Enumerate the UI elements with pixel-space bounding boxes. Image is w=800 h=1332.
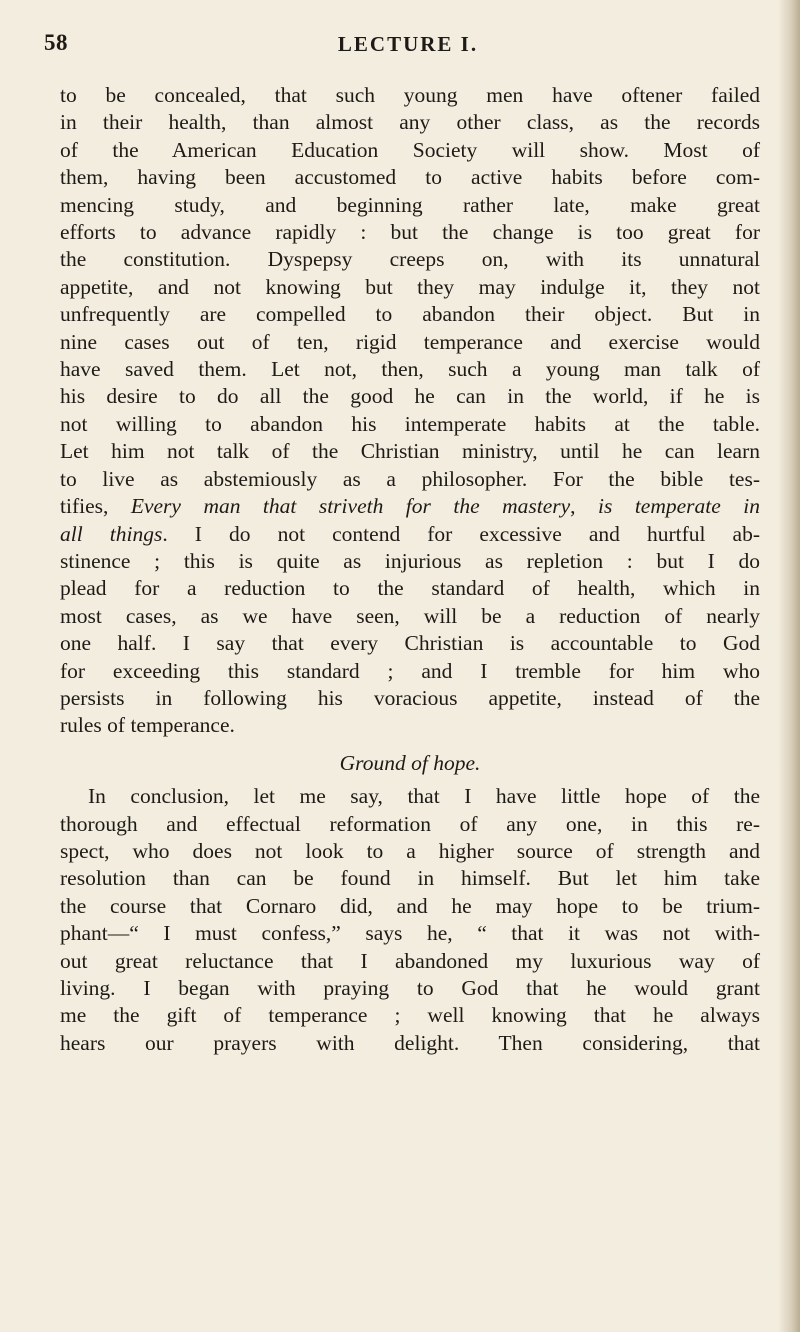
text-line: resolution than can be found in himself. But let him take [60, 866, 760, 891]
text-line: of the American Education Society will show. Most of [60, 137, 760, 162]
text-line: out great reluctance that I abandoned my luxurious way of [60, 948, 760, 973]
text-run: tifies, [60, 494, 131, 519]
text-line: plead for a reduction to the standard of health, which in [60, 576, 760, 601]
text-line: to be concealed, that such young men have oftener failed [60, 83, 760, 107]
page-edge-shadow [778, 0, 800, 1332]
running-head [44, 30, 744, 60]
page-number: 58 [44, 30, 68, 55]
text-line: hears our prayers with delight. Then considering, that [60, 1030, 760, 1055]
text-line: unfrequently are compelled to abandon their object. But in [60, 302, 760, 327]
text-line: not willing to abandon his intemperate habits at the table. [60, 411, 760, 436]
text-line: have saved them. Let not, then, such a young man talk of [60, 357, 760, 382]
text-line: thorough and effectual reformation of any one, in this re- [60, 811, 760, 836]
text-line: most cases, as we have seen, will be a reduction of nearly [60, 603, 760, 628]
text-line: mencing study, and beginning rather late, make great [60, 192, 760, 217]
paragraph-2 [60, 783, 760, 1057]
text-line: the course that Cornaro did, and he may hope to be trium- [60, 893, 760, 918]
text-line: phant—“ I must confess,” says he, “ that it was not with- [60, 921, 760, 946]
scripture-quote-end: all things [60, 521, 163, 546]
scripture-quote: Every man that striveth for the mastery [130, 494, 571, 519]
text-line-with-quote [60, 493, 760, 520]
running-title: LECTURE I. [337, 32, 479, 56]
text-line: spect, who does not look to a higher source of strength and [60, 838, 760, 863]
text-line: me the gift of temperance ; well knowing that he always [60, 1003, 760, 1028]
text-line: appetite, and not knowing but they may indulge it, they not [60, 274, 760, 299]
text-line-last: rules of temperance. [60, 713, 235, 738]
text-line: Let him not talk of the Christian ministry, until he can learn [60, 439, 760, 464]
text-run: , [570, 494, 599, 519]
text-line: efforts to advance rapidly : but the change is too great for [60, 220, 760, 245]
text-line: his desire to do all the good he can in the world, if he is [60, 384, 760, 409]
text-run: . I do not contend for excessive and hurtful ab- [162, 521, 761, 546]
body-text [60, 82, 760, 1057]
text-line: persists in following his voracious appetite, instead of the [60, 685, 760, 710]
text-line: nine cases out of ten, rigid temperance and exercise would [60, 329, 760, 354]
text-line: living. I began with praying to God that he would grant [60, 976, 760, 1000]
text-line-first: In conclusion, let me say, that I have little hope of the [88, 784, 760, 809]
scripture-quote-cont: is temperate in [598, 494, 760, 519]
section-heading: Ground of hope. [339, 750, 481, 775]
text-line: the constitution. Dyspepsy creeps on, with its unnatural [60, 247, 760, 272]
text-line-with-quote [60, 521, 760, 548]
text-line: stinence ; this is quite as injurious as repletion : but I do [60, 548, 760, 573]
text-line: for exceeding this standard ; and I tremble for him who [60, 658, 760, 683]
text-line: to live as abstemiously as a philosopher. For the bible tes- [60, 466, 760, 491]
text-line: them, having been accustomed to active habits before com- [60, 165, 760, 190]
text-line: in their health, than almost any other class, as the records [60, 110, 760, 135]
text-line: one half. I say that every Christian is accountable to God [60, 631, 760, 656]
paragraph-1 [60, 82, 760, 740]
